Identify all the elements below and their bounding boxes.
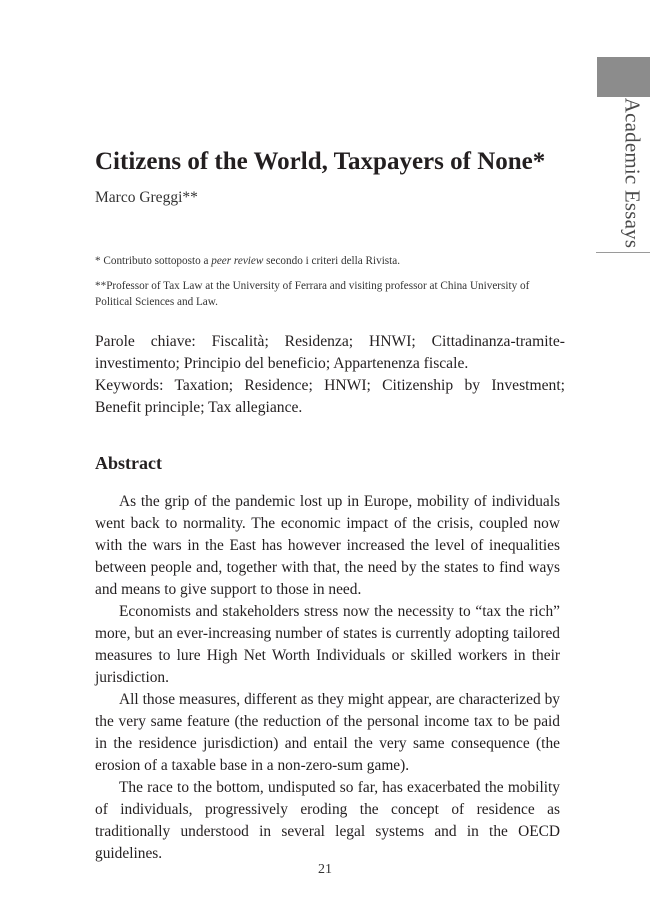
abstract-heading: Abstract — [95, 453, 162, 473]
section-tab-marker — [597, 57, 650, 97]
article-title: Citizens of the World, Taxpayers of None* — [95, 148, 546, 175]
abstract-paragraph: All those measures, different as they might appear, are characterized by the very same feature (the reduction of the personal income tax to be paid in the residence jurisdiction) and entail the very same consequence (the erosion of a taxable base in a non-zero-sum game). — [95, 691, 560, 774]
section-tab-rule — [596, 252, 650, 253]
keywords-block — [95, 331, 565, 419]
footnote-author-affiliation: **Professor of Tax Law at the University of Ferrara and visiting professor at China University of Political Sciences and Law. — [95, 280, 530, 308]
abstract-paragraph: Economists and stakeholders stress now the necessity to “tax the rich” more, but an ever-increasing number of states is currently adopting tailored measures to lure High Net Worth Individuals or skilled workers in their jurisdiction. — [95, 603, 560, 686]
page-number: 21 — [318, 862, 332, 877]
footnote-peer-review-italic: peer review — [211, 255, 264, 267]
abstract-body — [95, 491, 560, 865]
abstract-paragraph: As the grip of the pandemic lost up in Europe, mobility of individuals went back to normality. The economic impact of the crisis, coupled now with the wars in the East has however increased the level of inequalities between people and, together with that, the need by the states to find ways and means to give support to those in need. — [95, 493, 560, 598]
section-tab-label: Academic Essays — [620, 97, 645, 249]
footnote-peer-review — [95, 253, 565, 269]
footnote-peer-review-prefix: * Contributo sottoposto a — [95, 255, 212, 267]
footnote-peer-review-suffix: secondo i criteri della Rivista. — [263, 255, 401, 267]
abstract-paragraph: The race to the bottom, undisputed so far, has exacerbated the mobility of individuals, progressively eroding the concept of residence as traditionally understood in several legal systems and in the OECD guidelines. — [95, 779, 560, 862]
article-author: Marco Greggi** — [95, 189, 198, 206]
keywords-italian: Parole chiave: Fiscalità; Residenza; HNWI; Cittadinanza-tramite-investimento; Principio del beneficio; Appartenenza fiscale. — [95, 333, 565, 372]
keywords-english: Keywords: Taxation; Residence; HNWI; Citizenship by Investment; Benefit principle; Tax allegiance. — [95, 377, 565, 416]
